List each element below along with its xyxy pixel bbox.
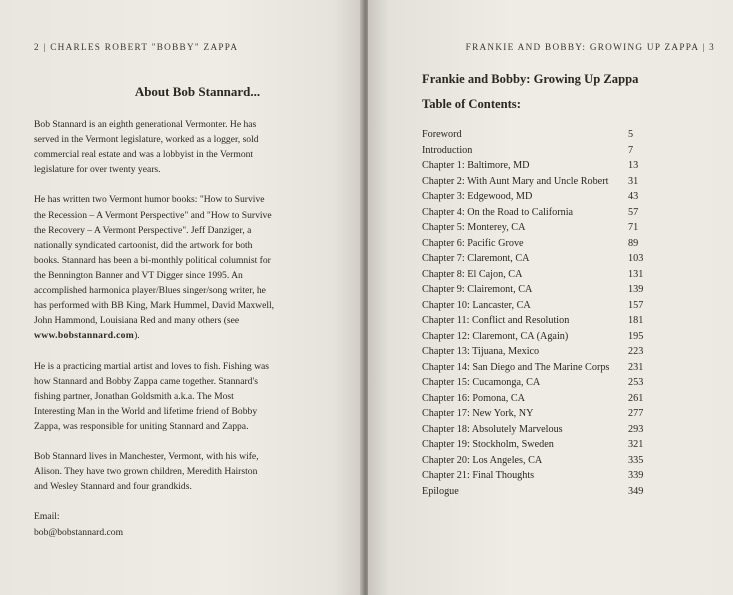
bio-line: legislature for over twenty years.	[34, 164, 161, 176]
bio-line: fishing partner, Jonathan Goldsmith a.k.a. The Most	[34, 390, 234, 402]
toc-entry-title: Chapter 19: Stockholm, Sweden	[422, 439, 554, 450]
left-running-head: 2 | CHARLES ROBERT "BOBBY" ZAPPA	[34, 42, 239, 52]
toc-entry[interactable]	[422, 422, 660, 438]
toc-entry-title: Chapter 13: Tijuana, Mexico	[422, 346, 540, 357]
toc-entry-title: Chapter 10: Lancaster, CA	[422, 299, 531, 311]
toc-entry-page: 89	[628, 237, 639, 249]
bio-line: He is a practicing martial artist and loves to fish. Fishing was	[34, 360, 270, 372]
toc-entry[interactable]	[422, 329, 660, 345]
website-suffix: ).	[134, 330, 140, 342]
bio-line: the Recovery – A Vermont Perspective". Jeff Danziger, a	[34, 224, 252, 236]
toc-entry[interactable]	[422, 360, 660, 376]
author-bio	[34, 117, 324, 555]
toc-entry[interactable]	[422, 484, 660, 500]
toc-entry-page: 335	[628, 454, 644, 466]
bio-line: John Hammond, Louisiana Red and many others (see	[34, 315, 240, 327]
toc-entry-title: Chapter 7: Claremont, CA	[422, 253, 530, 264]
bio-paragraph	[34, 509, 324, 539]
toc-entry[interactable]	[422, 406, 660, 422]
toc-entry-page: 5	[628, 129, 634, 140]
right-page	[368, 0, 733, 595]
bio-paragraph	[34, 117, 324, 177]
toc-entry-page: 231	[628, 361, 644, 373]
toc-entry-page: 195	[628, 330, 644, 342]
toc-entry-title: Chapter 12: Claremont, CA (Again)	[422, 330, 569, 342]
toc-entry[interactable]	[422, 143, 660, 159]
bio-line-website	[34, 328, 324, 343]
bio-line: Alison. They have two grown children, Meredith Hairston	[34, 466, 258, 478]
toc-entry-page: 293	[628, 423, 644, 435]
toc-entry-page: 321	[628, 439, 644, 450]
toc-entry-title: Chapter 17: New York, NY	[422, 408, 534, 419]
toc-entry-title: Chapter 20: Los Angeles, CA	[422, 454, 543, 466]
toc-entry-page: 261	[628, 392, 644, 404]
bio-line: the Bennington Banner and VT Digger since 1995. An	[34, 269, 243, 281]
toc-entry-page: 339	[628, 470, 644, 481]
toc-entry-page: 57	[628, 206, 639, 218]
toc-entry-title: Chapter 5: Monterey, CA	[422, 222, 526, 233]
bio-line: and Wesley Stannard and four grandkids.	[34, 481, 192, 493]
bio-line: Bob Stannard lives in Manchester, Vermont, with his wife,	[34, 451, 259, 463]
email-label: Email:	[34, 511, 60, 523]
toc-entry-page: 157	[628, 299, 644, 311]
toc-entry-page: 253	[628, 377, 644, 388]
toc-entry[interactable]	[422, 127, 660, 143]
toc-entry-title: Chapter 6: Pacific Grove	[422, 237, 524, 249]
toc-entry-title: Introduction	[422, 144, 473, 156]
toc-entry-page: 71	[628, 222, 639, 233]
left-page	[0, 0, 363, 595]
toc-entry-title: Chapter 3: Edgewood, MD	[422, 191, 533, 202]
bio-paragraph	[34, 359, 324, 434]
website-link[interactable]: www.bobstannard.com	[34, 330, 135, 342]
toc-entry[interactable]	[422, 437, 660, 453]
bio-line: nationally syndicated cartoonist, did the artwork for both	[34, 239, 253, 251]
toc-entry[interactable]	[422, 298, 660, 314]
right-running-head: FRANKIE AND BOBBY: GROWING UP ZAPPA | 3	[465, 42, 715, 52]
bio-line: has performed with BB King, Mark Hummel, David Maxwell,	[34, 300, 275, 312]
toc-entry-page: 103	[628, 253, 644, 264]
toc-entry-title: Chapter 1: Baltimore, MD	[422, 160, 530, 171]
toc-entry-page: 277	[628, 408, 644, 419]
toc-entry-page: 131	[628, 268, 644, 280]
toc-entry[interactable]	[422, 158, 660, 174]
toc-entry-page: 13	[628, 160, 639, 171]
toc-entry[interactable]	[422, 282, 660, 298]
about-title: About Bob Stannard...	[134, 84, 261, 99]
toc-entry-page: 223	[628, 346, 644, 357]
toc-entry-page: 31	[628, 175, 639, 187]
toc-entry-title: Chapter 2: With Aunt Mary and Uncle Robert	[422, 175, 609, 187]
toc-entry-page: 349	[628, 485, 644, 497]
toc-entry-page: 7	[628, 144, 634, 156]
toc-entry-title: Chapter 18: Absolutely Marvelous	[422, 423, 563, 435]
toc-entry-title: Chapter 16: Pomona, CA	[422, 392, 525, 404]
toc-entry-title: Chapter 9: Clairemont, CA	[422, 284, 533, 295]
email-address[interactable]: bob@bobstannard.com	[34, 526, 124, 538]
bio-paragraph	[34, 449, 324, 494]
toc-entry[interactable]	[422, 189, 660, 205]
bio-line: Bob Stannard is an eighth generational Vermonter. He has	[34, 119, 257, 130]
bio-line: served in the Vermont legislature, worked as a logger, sold	[34, 134, 259, 146]
bio-line: Interesting Man in the World and lifetime friend of Bobby	[34, 405, 258, 417]
toc-entry[interactable]	[422, 344, 660, 360]
bio-line: commercial real estate and was a lobbyist in the Vermont	[34, 149, 254, 161]
book-title: Frankie and Bobby: Growing Up Zappa	[422, 72, 639, 86]
bio-line: accomplished harmonica player/Blues singer/song writer, he	[34, 285, 266, 297]
toc-entry-title: Chapter 8: El Cajon, CA	[422, 268, 523, 280]
toc-entry[interactable]	[422, 251, 660, 267]
toc-entry[interactable]	[422, 375, 660, 391]
toc-entry-title: Chapter 11: Conflict and Resolution	[422, 315, 570, 326]
toc-entry-title: Chapter 15: Cucamonga, CA	[422, 377, 541, 388]
bio-line: the Recession – A Vermont Perspective" and "How to Survive	[34, 209, 272, 221]
toc-entry[interactable]	[422, 453, 660, 469]
toc-entry-page: 139	[628, 284, 644, 295]
toc-entry-title: Foreword	[422, 129, 462, 140]
toc-entry-page: 181	[628, 315, 644, 326]
toc-entry[interactable]	[422, 391, 660, 407]
bio-line: He has written two Vermont humor books: "How to Survive	[34, 194, 265, 206]
toc-entry[interactable]	[422, 174, 660, 190]
toc-entry[interactable]	[422, 468, 660, 484]
toc-entry[interactable]	[422, 220, 660, 236]
toc-entry[interactable]	[422, 236, 660, 252]
bio-line: how Stannard and Bobby Zappa came together. Stannard's	[34, 375, 258, 387]
bio-paragraph	[34, 192, 324, 343]
toc-entry-title: Chapter 4: On the Road to California	[422, 206, 574, 218]
toc-entry-title: Chapter 14: San Diego and The Marine Corps	[422, 361, 610, 373]
bio-line: Zappa, was responsible for uniting Stannard and Zappa.	[34, 420, 249, 432]
toc-entry[interactable]	[422, 205, 660, 221]
toc-entry[interactable]	[422, 267, 660, 283]
bio-line: books. Stannard has been a bi-monthly political columnist for	[34, 254, 271, 266]
toc-entry[interactable]	[422, 313, 660, 329]
toc-entry-title: Chapter 21: Final Thoughts	[422, 470, 535, 481]
toc-entry-page: 43	[628, 191, 639, 202]
toc-entry-title: Epilogue	[422, 485, 459, 497]
table-of-contents	[422, 127, 660, 499]
toc-title: Table of Contents:	[422, 97, 521, 111]
